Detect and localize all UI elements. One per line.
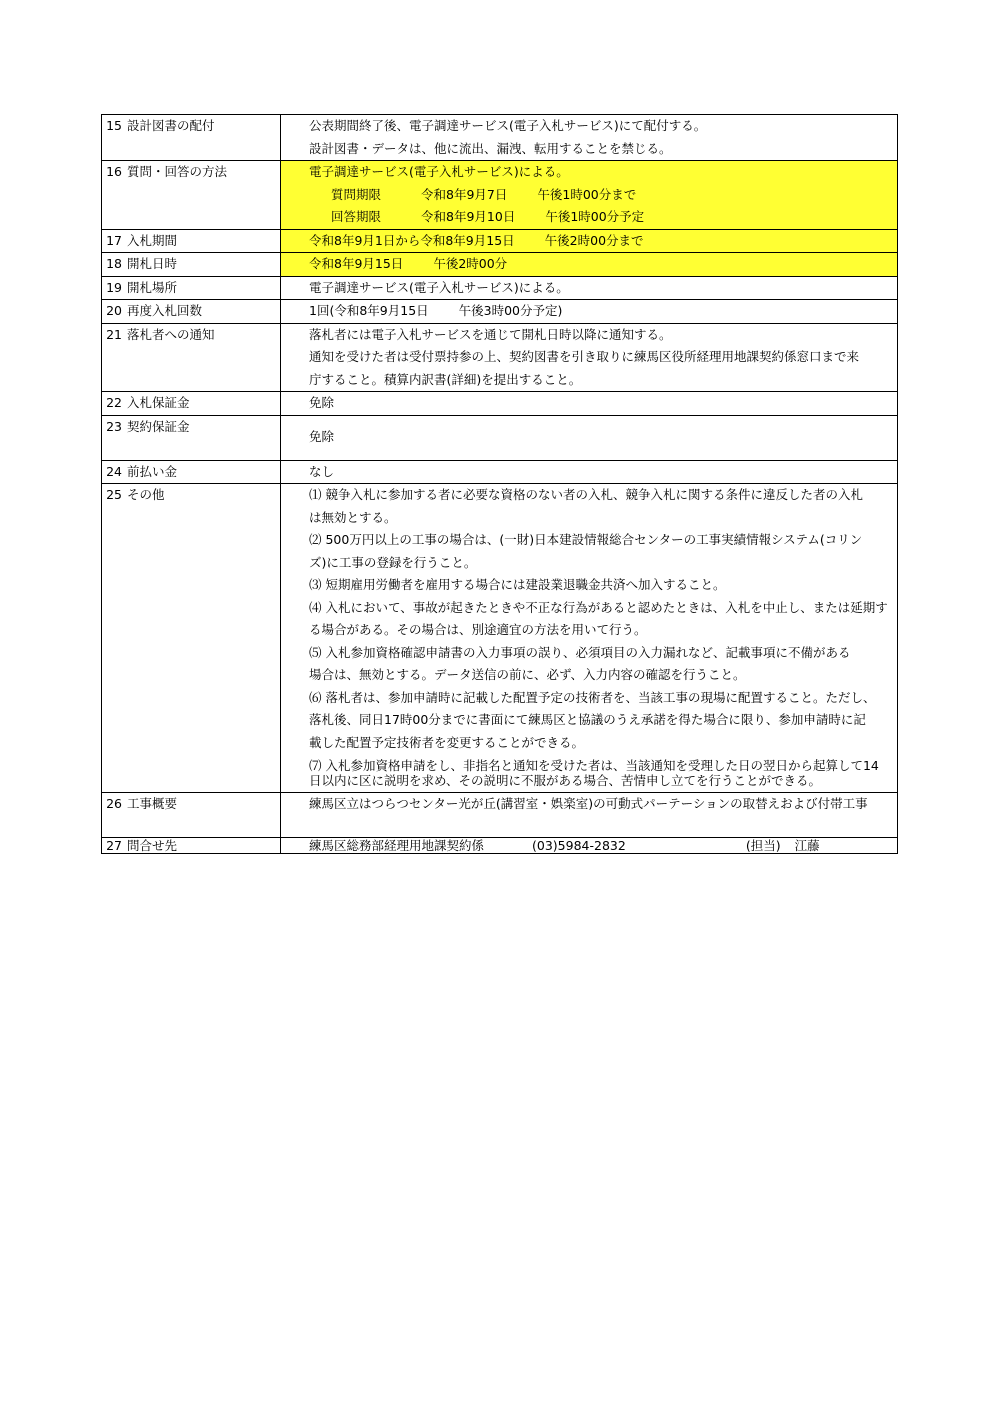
answer-deadline: 回答期限 令和8年9月10日 午後1時00分予定 <box>331 209 645 224</box>
row-content: 令和8年9月15日 午後2時00分 <box>281 253 898 277</box>
row-content: 免除 <box>281 392 898 416</box>
row-label: 入札保証金 <box>124 392 281 416</box>
row-number: 24 <box>102 460 125 484</box>
tender-details-table <box>101 114 898 854</box>
row-number: 21 <box>102 323 125 392</box>
table-row <box>102 229 898 253</box>
row-number: 20 <box>102 300 125 324</box>
row-label: 質問・回答の方法 <box>124 161 281 230</box>
row-label: 落札者への通知 <box>124 323 281 392</box>
table-row <box>102 161 898 230</box>
table-row <box>102 484 898 793</box>
row-label: 再度入札回数 <box>124 300 281 324</box>
row-number: 19 <box>102 276 125 300</box>
row-content: 令和8年9月1日から令和8年9月15日 午後2時00分まで <box>281 229 898 253</box>
row-content: 1回(令和8年9月15日 午後3時00分予定) <box>281 300 898 324</box>
row-content <box>281 838 898 854</box>
row-number: 18 <box>102 253 125 277</box>
row-content: 免除 <box>281 415 898 460</box>
row-label: 前払い金 <box>124 460 281 484</box>
row-content: なし <box>281 460 898 484</box>
row-label: 契約保証金 <box>124 415 281 460</box>
contact-person-label: (担当) <box>745 838 781 853</box>
contact-office: 練馬区総務部経理用地課契約係 <box>309 838 485 853</box>
table-row <box>102 838 898 854</box>
table-row <box>102 300 898 324</box>
row-number: 26 <box>102 793 125 838</box>
row-number: 25 <box>102 484 125 793</box>
table-row <box>102 793 898 838</box>
row-label: 開札場所 <box>124 276 281 300</box>
row-number: 27 <box>102 838 125 854</box>
row-number: 23 <box>102 415 125 460</box>
row-number: 17 <box>102 229 125 253</box>
row-number: 16 <box>102 161 125 230</box>
row-content: 電子調達サービス(電子入札サービス)による。 <box>281 276 898 300</box>
table-row <box>102 460 898 484</box>
contact-person: 江藤 <box>794 838 820 853</box>
table-row <box>102 415 898 460</box>
row-content: ⑴ 競争入札に参加する者に必要な資格のない者の入札、競争入札に関する条件に違反した者の入札 は無効とする。 ⑵ 500万円以上の工事の場合は、(一財)日本建設情報総合センターの工事実績情報システム(コリン ズ)に工事の登録を行うこと。 ⑶ 短期雇用労働者を雇用する場合には建設業退職金共済へ加入すること。 ⑷ 入札において、事故が起きたときや不正な行為があると認めたときは、入札を中止し、または延期す る場合がある。その場合は、別途適宜の方法を用いて行う。 ⑸ 入札参加資格確認申請書の入力事項の誤り、必須項目の入力漏れなど、記載事項に不備がある 場合は、無効とする。データ送信の前に、必ず、入力内容の確認を行うこと。 ⑹ 落札者は、参加申請時に記載した配置予定の技術者を、当該工事の現場に配置すること。ただし、 落札後、同日17時00分までに書面にて練馬区と協議のうえ承諾を得た場合に限り、参加申請時に記 載した配置予定技術者を変更することができる。 ⑺ 入札参加資格申請をし、非指名と通知を受けた者は、当該通知を受理した日の翌日から起算して14 日以内に区に説明を求め、その説明に不服がある場合、苦情申し立てを行うことができる。 <box>281 484 898 793</box>
question-deadline: 質問期限 令和8年9月7日 午後1時00分まで <box>331 186 637 202</box>
table-row <box>102 392 898 416</box>
contact-phone: (03)5984-2832 <box>532 838 626 853</box>
row-content: 公表期間終了後、電子調達サービス(電子入札サービス)にて配付する。 設計図書・データは、他に流出、漏洩、転用することを禁じる。 <box>281 115 898 161</box>
row-content: 落札者には電子入札サービスを通じて開札日時以降に通知する。 通知を受けた者は受付票持参の上、契約図書を引き取りに練馬区役所経理用地課契約係窓口まで来 庁すること。積算内訳書(詳細)を提出すること。 <box>281 323 898 392</box>
row-label: 設計図書の配付 <box>124 115 281 161</box>
row-label: 工事概要 <box>124 793 281 838</box>
row-content: 電子調達サービス(電子入札サービス)による。 質問期限 令和8年9月7日 午後1時00分まで 回答期限 令和8年9月10日 午後1時00分予定 <box>281 161 898 230</box>
row-label: 入札期間 <box>124 229 281 253</box>
row-label: その他 <box>124 484 281 793</box>
table-row <box>102 115 898 161</box>
table-row <box>102 323 898 392</box>
row-number: 15 <box>102 115 125 161</box>
row-content: 練馬区立はつらつセンター光が丘(講習室・娯楽室)の可動式パーテーションの取替えおよび付帯工事 <box>281 793 898 838</box>
table-row <box>102 276 898 300</box>
row-label: 問合せ先 <box>124 838 281 854</box>
table-row <box>102 253 898 277</box>
row-number: 22 <box>102 392 125 416</box>
row-label: 開札日時 <box>124 253 281 277</box>
